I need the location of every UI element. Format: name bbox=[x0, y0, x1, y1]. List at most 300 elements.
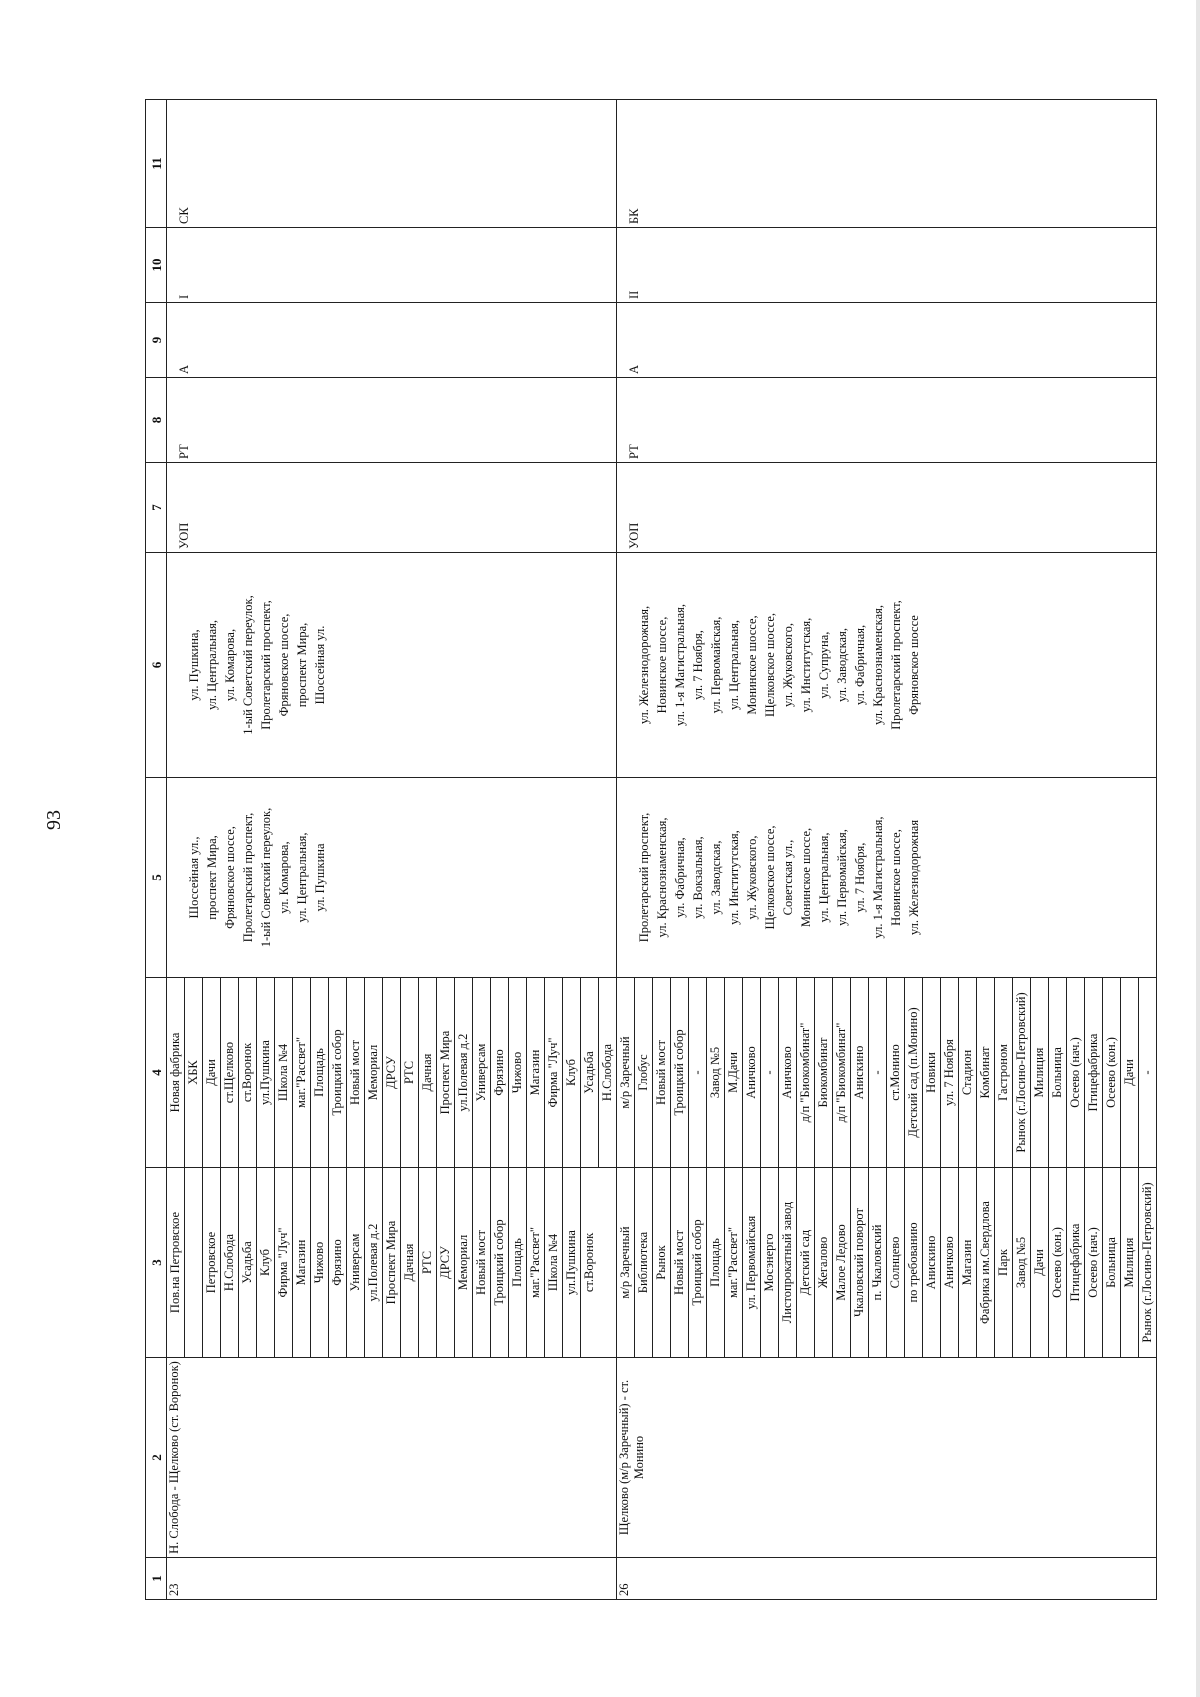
street-line: ул. Железнодорожная bbox=[907, 819, 921, 936]
list-item bbox=[437, 1168, 455, 1357]
list-item bbox=[671, 1168, 689, 1357]
street-line: ул. Первомайская, bbox=[709, 616, 723, 714]
stop-name: Школа №4 bbox=[275, 978, 293, 1167]
stop-name: Н.Слобода bbox=[221, 1168, 239, 1357]
street-line: ул. Комарова, bbox=[277, 841, 291, 914]
street-line: Новинское шоссе, bbox=[889, 829, 903, 926]
list-item bbox=[707, 1168, 725, 1357]
stop-name: Рынок bbox=[653, 1168, 671, 1357]
stop-name: Проспект Мира bbox=[437, 978, 455, 1167]
list-item bbox=[851, 1168, 869, 1357]
stop-name: Новая фабрика bbox=[167, 978, 185, 1167]
stop-name: Стадион bbox=[959, 978, 977, 1167]
stop-name: Анискино bbox=[851, 978, 869, 1167]
stop-name: Птицефабрика bbox=[1085, 978, 1103, 1167]
route-row-26 bbox=[617, 100, 1157, 1600]
street-line: ул. Краснознаменская, bbox=[655, 817, 669, 938]
stop-name: ул.Пушкина bbox=[563, 1168, 581, 1357]
list-item bbox=[563, 978, 581, 1167]
street-line: Шоссейная ул. bbox=[313, 625, 327, 705]
header-cell-7: 7 bbox=[146, 463, 167, 553]
list-item bbox=[419, 978, 437, 1167]
stop-name: Дачи bbox=[203, 978, 221, 1167]
stop-name: Рынок (г.Лосино-Петровский) bbox=[1013, 978, 1031, 1167]
list-item bbox=[1103, 978, 1121, 1167]
list-item bbox=[689, 1168, 707, 1357]
stop-name: Фабрика им.Свердлова bbox=[977, 1168, 995, 1357]
stop-name: Листопрокатный завод bbox=[779, 1168, 797, 1357]
list-item bbox=[1085, 978, 1103, 1167]
stop-name: РТС bbox=[401, 978, 419, 1167]
stop-name: Троицкий собор bbox=[689, 1168, 707, 1357]
page-number: 93 bbox=[43, 810, 65, 830]
stop-name: Чкаловский поворот bbox=[851, 1168, 869, 1357]
vehicle-type: А bbox=[617, 303, 1157, 378]
street-line: Шоссейная ул., bbox=[187, 836, 201, 919]
stop-name: Мемориал bbox=[365, 978, 383, 1167]
list-item bbox=[257, 978, 275, 1167]
header-cell-1: 1 bbox=[146, 1558, 167, 1600]
list-item bbox=[293, 978, 311, 1167]
list-item bbox=[383, 978, 401, 1167]
stop-name: Аничково bbox=[941, 1168, 959, 1357]
list-item bbox=[455, 978, 473, 1167]
tariff-type: РТ bbox=[617, 378, 1157, 463]
street-line: Фряновское шоссе, bbox=[277, 613, 291, 717]
list-item bbox=[995, 1168, 1013, 1357]
list-item bbox=[185, 978, 203, 1167]
stop-name: Новый мост bbox=[671, 1168, 689, 1357]
stop-name: - bbox=[689, 978, 707, 1167]
stop-name: Площадь bbox=[707, 1168, 725, 1357]
rotated-table-container bbox=[145, 100, 1154, 1600]
street-line: ул. Супруна, bbox=[817, 631, 831, 699]
list-item bbox=[887, 978, 905, 1167]
list-item bbox=[887, 1168, 905, 1357]
stop-name: Клуб bbox=[563, 978, 581, 1167]
list-item bbox=[743, 1168, 761, 1357]
header-cell-2: 2 bbox=[146, 1358, 167, 1558]
street-line: Щелковское шоссе, bbox=[763, 825, 777, 930]
list-item bbox=[473, 1168, 491, 1357]
stop-name: Библиотека bbox=[635, 1168, 653, 1357]
vehicle-class: I bbox=[167, 228, 617, 303]
vehicle-class: II bbox=[617, 228, 1157, 303]
street-line: ул. Комарова, bbox=[223, 628, 237, 702]
streets-forward bbox=[167, 778, 617, 978]
stop-name: ул.Полевая д.2 bbox=[365, 1168, 383, 1357]
stop-name: РТС bbox=[419, 1168, 437, 1357]
street-line: Фряновское шоссе, bbox=[223, 826, 237, 929]
list-item bbox=[815, 1168, 833, 1357]
stop-name: Петровское bbox=[203, 1168, 221, 1357]
stop-name: Магазин bbox=[293, 1168, 311, 1357]
header-cell-8: 8 bbox=[146, 378, 167, 463]
street-line: проспект Мира, bbox=[205, 835, 219, 920]
list-item bbox=[419, 1168, 437, 1357]
list-item bbox=[347, 1168, 365, 1357]
list-item bbox=[941, 978, 959, 1167]
vehicle-type: А bbox=[167, 303, 617, 378]
list-item bbox=[509, 978, 527, 1167]
street-line: ул. Центральная, bbox=[205, 619, 219, 711]
header-cell-6: 6 bbox=[146, 553, 167, 778]
list-item bbox=[941, 1168, 959, 1357]
list-item bbox=[1013, 1168, 1031, 1357]
list-item bbox=[617, 978, 635, 1167]
list-item bbox=[401, 978, 419, 1167]
stop-name: Новый мост bbox=[473, 1168, 491, 1357]
street-line: ул. Институтская, bbox=[799, 617, 813, 713]
stops-back-cell bbox=[167, 978, 617, 1168]
street-line: ул. 7 Ноября, bbox=[853, 842, 867, 913]
list-item bbox=[545, 978, 563, 1167]
list-item bbox=[905, 978, 923, 1167]
street-line: Монинское шоссе, bbox=[745, 615, 759, 715]
list-item bbox=[221, 1168, 239, 1357]
stop-name: Мемориал bbox=[455, 1168, 473, 1357]
stop-name: Осеево (нач.) bbox=[1067, 978, 1085, 1167]
list-item bbox=[761, 1168, 779, 1357]
stop-name: д/п "Биокомбинат" bbox=[797, 978, 815, 1167]
stop-name: Осеево (кон.) bbox=[1103, 978, 1121, 1167]
list-item bbox=[815, 978, 833, 1167]
stop-name: - bbox=[761, 978, 779, 1167]
routes-table bbox=[145, 99, 1157, 1600]
stop-name: Дачи bbox=[1121, 978, 1139, 1167]
list-item bbox=[1031, 978, 1049, 1167]
list-item bbox=[491, 978, 509, 1167]
list-item bbox=[833, 978, 851, 1167]
stop-name: Завод №5 bbox=[1013, 1168, 1031, 1357]
list-item bbox=[347, 978, 365, 1167]
street-line: проспект Мира, bbox=[295, 622, 309, 708]
stop-name: - bbox=[869, 978, 887, 1167]
stops-forward-list bbox=[617, 1168, 1156, 1357]
stop-name: Магазин bbox=[527, 978, 545, 1167]
stop-name: Усадьба bbox=[581, 978, 599, 1167]
street-line: ул. Пушкина, bbox=[187, 629, 201, 701]
stop-name: Дачная bbox=[401, 1168, 419, 1357]
list-item bbox=[293, 1168, 311, 1357]
list-item bbox=[599, 978, 617, 1167]
list-item bbox=[1031, 1168, 1049, 1357]
street-line: Щелковское шоссе, bbox=[763, 612, 777, 718]
stop-name: Солнцево bbox=[887, 1168, 905, 1357]
stop-name: ДРСУ bbox=[437, 1168, 455, 1357]
stop-name: Универсам bbox=[473, 978, 491, 1167]
street-line: Пролетарский проспект, bbox=[241, 812, 255, 943]
stop-name bbox=[185, 1168, 203, 1357]
stop-name: Детский сад (п.Монино) bbox=[905, 978, 923, 1167]
stop-name: маг."Рассвет" bbox=[527, 1168, 545, 1357]
stop-name: Магазин bbox=[959, 1168, 977, 1357]
stop-name: Мосэнерго bbox=[761, 1168, 779, 1357]
street-line: 1-ый Советский переулок, bbox=[259, 807, 273, 948]
list-item bbox=[671, 978, 689, 1167]
list-item bbox=[1013, 978, 1031, 1167]
street-line: ул. 7 Ноября, bbox=[691, 630, 705, 700]
list-item bbox=[401, 1168, 419, 1357]
stop-name: Аничково bbox=[779, 978, 797, 1167]
list-item bbox=[491, 1168, 509, 1357]
list-item bbox=[203, 1168, 221, 1357]
stop-name: ст.Воронок bbox=[239, 978, 257, 1167]
stop-name: М.Дачи bbox=[725, 978, 743, 1167]
stop-name: Глобус bbox=[635, 978, 653, 1167]
route-name: Щелково (м/р Заречный) - ст. Монино bbox=[617, 1358, 1157, 1558]
route-number: 23 bbox=[167, 1558, 617, 1600]
stop-name: Осеево (нач.) bbox=[1085, 1168, 1103, 1357]
list-item bbox=[1085, 1168, 1103, 1357]
list-item bbox=[509, 1168, 527, 1357]
street-line: Советская ул., bbox=[781, 839, 795, 916]
regularity-type: УОП bbox=[617, 463, 1157, 553]
stop-name: Клуб bbox=[257, 1168, 275, 1357]
stop-name: Новики bbox=[923, 978, 941, 1167]
stop-name: м/р Заречный bbox=[617, 1168, 635, 1357]
stop-name: Малое Ледово bbox=[833, 1168, 851, 1357]
list-item bbox=[275, 978, 293, 1167]
scan-edge bbox=[1196, 0, 1200, 1697]
list-item bbox=[383, 1168, 401, 1357]
list-item bbox=[329, 978, 347, 1167]
stop-name: Комбинат bbox=[977, 978, 995, 1167]
stop-name: Дачная bbox=[419, 978, 437, 1167]
street-line: 1-ый Советский переулок, bbox=[241, 595, 255, 735]
list-item bbox=[653, 978, 671, 1167]
list-item bbox=[1121, 978, 1139, 1167]
list-item bbox=[1121, 1168, 1139, 1357]
stop-name: Осеево (кон.) bbox=[1049, 1168, 1067, 1357]
list-item bbox=[1049, 1168, 1067, 1357]
list-item bbox=[959, 978, 977, 1167]
list-item bbox=[545, 1168, 563, 1357]
list-item bbox=[527, 1168, 545, 1357]
list-item bbox=[203, 978, 221, 1167]
street-line: Пролетарский проспект, bbox=[259, 600, 273, 730]
street-line: ул. Вокзальная, bbox=[691, 836, 705, 919]
street-line: Новинское шоссе, bbox=[655, 616, 669, 714]
list-item bbox=[581, 1168, 599, 1357]
list-item bbox=[635, 1168, 653, 1357]
stop-name: Троицкий собор bbox=[671, 978, 689, 1167]
stop-name: ХБК bbox=[185, 978, 203, 1167]
street-line: ул. Центральная, bbox=[727, 619, 741, 711]
list-item bbox=[1049, 978, 1067, 1167]
list-item bbox=[725, 1168, 743, 1357]
header-cell-5: 5 bbox=[146, 778, 167, 978]
stop-name: Больница bbox=[1049, 978, 1067, 1167]
stop-name: Троицкий собор bbox=[491, 1168, 509, 1357]
stop-name: Новый мост bbox=[653, 978, 671, 1167]
route-number: 26 bbox=[617, 1558, 1157, 1600]
stop-name: Новый мост bbox=[347, 978, 365, 1167]
stop-name: Универсам bbox=[347, 1168, 365, 1357]
stop-name: Фирма "Луч" bbox=[275, 1168, 293, 1357]
list-item bbox=[689, 978, 707, 1167]
stop-name: п. Чкаловский bbox=[869, 1168, 887, 1357]
list-item bbox=[167, 978, 185, 1167]
stops-forward-list bbox=[167, 1168, 598, 1357]
stop-name: маг."Рассвет" bbox=[725, 1168, 743, 1357]
list-item bbox=[995, 978, 1013, 1167]
list-item bbox=[437, 978, 455, 1167]
eco-class: БК bbox=[617, 100, 1157, 228]
stop-name: Пов.на Петровское bbox=[167, 1168, 185, 1357]
list-item bbox=[923, 978, 941, 1167]
regularity-type: УОП bbox=[167, 463, 617, 553]
list-item bbox=[1139, 1168, 1157, 1357]
list-item bbox=[725, 978, 743, 1167]
list-item bbox=[275, 1168, 293, 1357]
street-line: ул. Фабричная, bbox=[853, 624, 867, 706]
list-item bbox=[797, 1168, 815, 1357]
street-line: ул. Жуковского, bbox=[745, 835, 759, 920]
tariff-type: РТ bbox=[167, 378, 617, 463]
list-item bbox=[311, 978, 329, 1167]
stop-name: Птицефабрика bbox=[1067, 1168, 1085, 1357]
street-line: ул. 1-я Магистральная, bbox=[673, 603, 687, 727]
stops-forward-cell bbox=[617, 1168, 1157, 1358]
list-item bbox=[977, 978, 995, 1167]
list-item bbox=[1067, 1168, 1085, 1357]
list-item bbox=[869, 1168, 887, 1357]
list-item bbox=[833, 1168, 851, 1357]
stop-name: ул. 7 Ноября bbox=[941, 978, 959, 1167]
list-item bbox=[779, 978, 797, 1167]
stops-back-cell bbox=[617, 978, 1157, 1168]
street-line: ул. Пушкина bbox=[313, 843, 327, 912]
header-cell-3: 3 bbox=[146, 1168, 167, 1358]
stop-name: Фирма "Луч" bbox=[545, 978, 563, 1167]
list-item bbox=[257, 1168, 275, 1357]
street-line: ул. Жуковского, bbox=[781, 623, 795, 707]
stops-forward-cell bbox=[167, 1168, 617, 1358]
stop-name: - bbox=[1140, 1070, 1154, 1075]
list-item bbox=[527, 978, 545, 1167]
street-line: Пролетарский проспект, bbox=[889, 600, 903, 730]
stop-name: ст.Щелково bbox=[221, 978, 239, 1167]
stop-name: Детский сад bbox=[797, 1168, 815, 1357]
stop-name: Фрязино bbox=[491, 978, 509, 1167]
stop-name: Фрязино bbox=[329, 1168, 347, 1357]
stop-name: Анискино bbox=[923, 1168, 941, 1357]
street-line: ул. Заводская, bbox=[835, 628, 849, 702]
streets-forward bbox=[617, 778, 1157, 978]
street-line: ул. Первомайская, bbox=[835, 829, 849, 926]
stop-name: ДРСУ bbox=[383, 978, 401, 1167]
eco-class: СК bbox=[167, 100, 617, 228]
street-line: ул. Заводская, bbox=[709, 840, 723, 915]
list-item bbox=[635, 978, 653, 1167]
stop-name: Парк bbox=[995, 1168, 1013, 1357]
stop-name: Площадь bbox=[311, 978, 329, 1167]
stop-name: ул.Полевая д.2 bbox=[455, 978, 473, 1167]
list-item bbox=[869, 978, 887, 1167]
stop-name: Рынок (г.Лосино-Петровский) bbox=[1140, 1182, 1154, 1343]
stop-name: Больница bbox=[1103, 1168, 1121, 1357]
header-cell-4: 4 bbox=[146, 978, 167, 1168]
stop-name: ст.Монино bbox=[887, 978, 905, 1167]
street-line: Монинское шоссе, bbox=[799, 827, 813, 928]
street-line: ул. Центральная, bbox=[295, 832, 309, 923]
list-item bbox=[455, 1168, 473, 1357]
header-row bbox=[146, 100, 167, 1600]
list-item bbox=[797, 978, 815, 1167]
list-item bbox=[365, 978, 383, 1167]
list-item bbox=[563, 1168, 581, 1357]
stop-name: Милиция bbox=[1031, 978, 1049, 1167]
stop-name: д/п "Биокомбинат" bbox=[833, 978, 851, 1167]
street-line: ул. Центральная, bbox=[817, 832, 831, 923]
route-row-23 bbox=[167, 100, 617, 1600]
stop-name: Дачи bbox=[1031, 1168, 1049, 1357]
stops-back-list bbox=[617, 978, 1156, 1167]
list-item bbox=[743, 978, 761, 1167]
streets-back bbox=[167, 553, 617, 778]
list-item bbox=[581, 978, 599, 1167]
stop-name: Милиция bbox=[1121, 1168, 1139, 1357]
stop-name: Завод №5 bbox=[707, 978, 725, 1167]
stop-name: Аничково bbox=[743, 978, 761, 1167]
stops-back-list bbox=[167, 978, 616, 1167]
stop-name: Чижово bbox=[509, 978, 527, 1167]
list-item bbox=[239, 978, 257, 1167]
street-line: ул. Железнодорожная, bbox=[637, 605, 651, 725]
list-item bbox=[851, 978, 869, 1167]
list-item bbox=[311, 1168, 329, 1357]
header-cell-9: 9 bbox=[146, 303, 167, 378]
stop-name: Жегалово bbox=[815, 1168, 833, 1357]
list-item bbox=[617, 1168, 635, 1357]
street-line: ул. Фабричная, bbox=[673, 837, 687, 918]
list-item bbox=[959, 1168, 977, 1357]
stop-name: Троицкий собор bbox=[329, 978, 347, 1167]
stop-name: Школа №4 bbox=[545, 1168, 563, 1357]
list-item bbox=[653, 1168, 671, 1357]
list-item bbox=[239, 1168, 257, 1357]
list-item bbox=[707, 978, 725, 1167]
street-line: ул. Краснознаменская, bbox=[871, 605, 885, 725]
list-item bbox=[221, 978, 239, 1167]
stop-name: Площадь bbox=[509, 1168, 527, 1357]
stop-name: м/р Заречный bbox=[617, 978, 635, 1167]
stop-name: Биокомбинат bbox=[815, 978, 833, 1167]
stop-name: Гастроном bbox=[995, 978, 1013, 1167]
list-item bbox=[905, 1168, 923, 1357]
list-item bbox=[329, 1168, 347, 1357]
street-line: ул. Институтская, bbox=[727, 830, 741, 925]
stop-name: Чижово bbox=[311, 1168, 329, 1357]
stop-name: ул.Пушкина bbox=[257, 978, 275, 1167]
list-item bbox=[185, 1168, 203, 1357]
stop-name: ст.Воронок bbox=[582, 1232, 596, 1293]
list-item bbox=[1103, 1168, 1121, 1357]
list-item bbox=[473, 978, 491, 1167]
header-cell-10: 10 bbox=[146, 228, 167, 303]
list-item bbox=[761, 978, 779, 1167]
header-cell-11: 11 bbox=[146, 100, 167, 228]
list-item bbox=[1139, 978, 1157, 1167]
streets-back bbox=[617, 553, 1157, 778]
street-line: Пролетарский проспект, bbox=[637, 812, 651, 943]
list-item bbox=[1067, 978, 1085, 1167]
stop-name: Н.Слобода bbox=[600, 1043, 614, 1102]
list-item bbox=[977, 1168, 995, 1357]
stop-name: ул. Первомайская bbox=[743, 1168, 761, 1357]
route-name: Н. Слобода - Щелково (ст. Воронок) bbox=[167, 1358, 617, 1558]
